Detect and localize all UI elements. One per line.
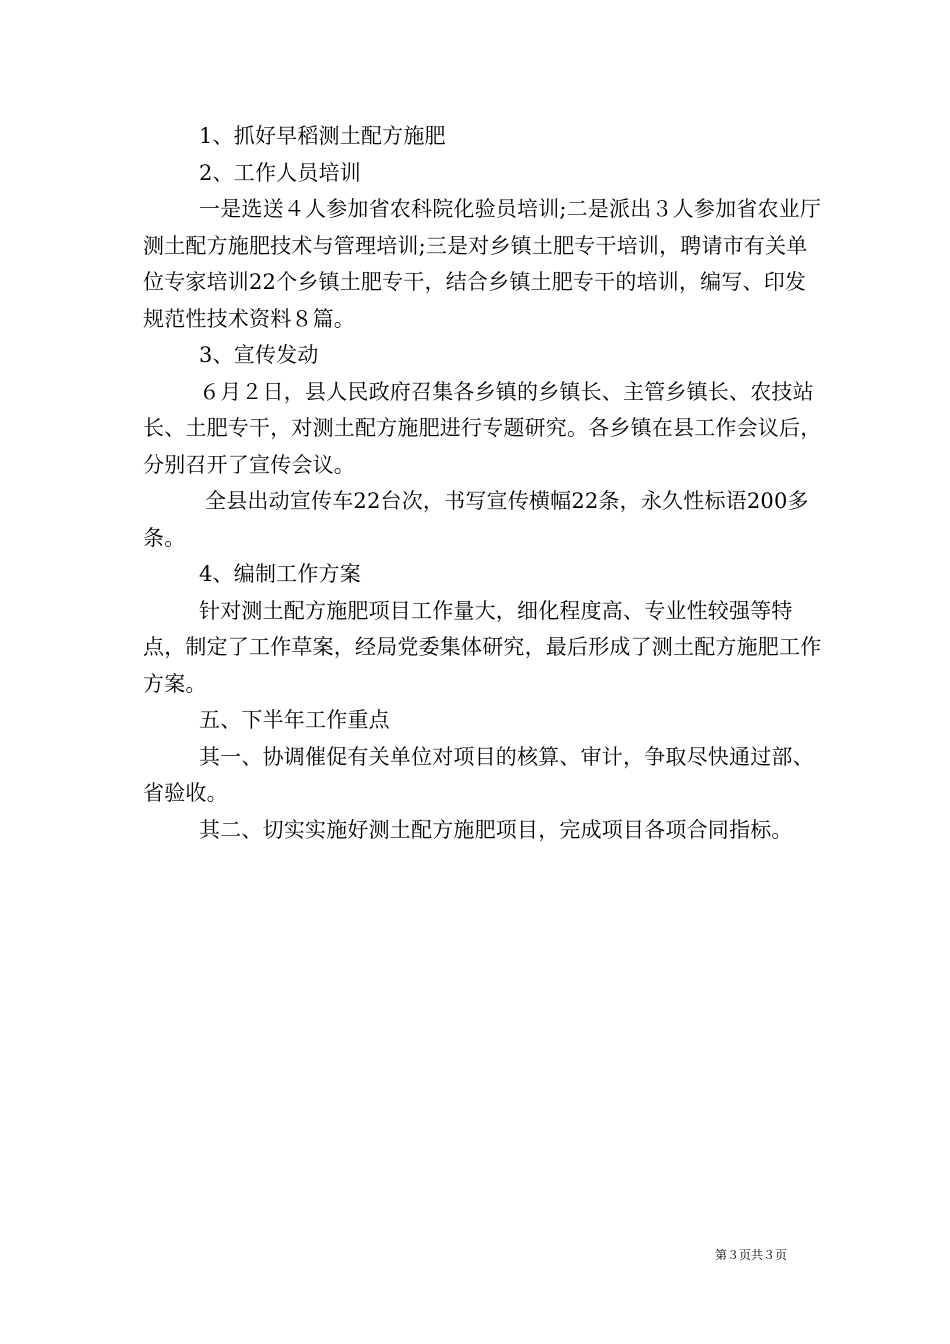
section-heading-2: 2、工作人员培训: [199, 160, 361, 185]
paragraph-priority-2: 其二、切实实施好测土配方施肥项目，完成项目各项合同指标。: [199, 817, 793, 842]
section-heading-4: 4、编制工作方案: [199, 562, 361, 586]
paragraph-meeting: ６月２日，县人民政府召集各乡镇的乡镇长、主管乡镇长、农技站长、土肥专干，对测土配方施肥进行专题研究。各乡镇在县工作会议后，分别召开了宣传会议。: [143, 379, 822, 477]
document-body: [143, 118, 823, 848]
section-heading-5: 五、下半年工作重点: [199, 708, 390, 732]
section-heading-1: 1、抓好早稻测土配方施肥: [199, 124, 446, 148]
section-heading-3: 3、宣传发动: [199, 343, 319, 367]
page-number: 第３页共３页: [715, 1248, 788, 1262]
paragraph-work-plan: 针对测土配方施肥项目工作量大，细化程度高、专业性较强等特点，制定了工作草案，经局党委集体研究，最后形成了测土配方施肥工作方案。: [143, 598, 822, 696]
paragraph-training: 一是选送４人参加省农科院化验员培训;二是派出３人参加省农业厅测土配方施肥技术与管理培训;三是对乡镇土肥专干培训，聘请市有关单位专家培训22个乡镇土肥专干，结合乡镇土肥专干的培训，编写、印发规范性技术资料８篇。: [143, 197, 822, 331]
paragraph-publicity: 全县出动宣传车22台次，书写宣传横幅22条，永久性标语200多条。: [143, 489, 809, 550]
paragraph-priority-1: 其一、协调催促有关单位对项目的核算、审计，争取尽快通过部、省验收。: [143, 744, 814, 805]
